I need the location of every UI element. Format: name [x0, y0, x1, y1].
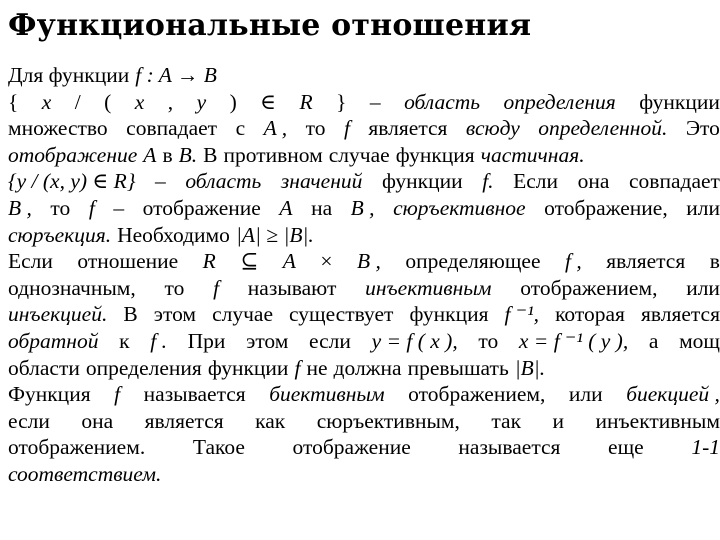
- italic-term: y = f ( x ),: [371, 328, 458, 353]
- text-word: называется: [458, 435, 561, 460]
- text-line: [8, 301, 720, 328]
- text-word: на: [311, 195, 333, 220]
- text-word: этом: [153, 302, 197, 327]
- text-word: –: [155, 169, 166, 194]
- text-line: [8, 408, 720, 435]
- text-word: является: [144, 408, 224, 433]
- text-line: [8, 381, 720, 408]
- text-line: [8, 275, 720, 302]
- text-word: области: [8, 355, 80, 380]
- italic-term: отображение: [8, 142, 138, 167]
- text-line: [8, 142, 720, 169]
- text-word: а: [648, 328, 659, 353]
- text-word: ⊆: [240, 249, 259, 274]
- text-word: случае: [328, 142, 390, 167]
- text-word: или: [568, 382, 603, 407]
- text-word: (: [104, 89, 112, 114]
- italic-term: инъективным: [365, 275, 492, 300]
- text-word: превышать: [407, 355, 509, 380]
- text-word: если: [309, 328, 351, 353]
- italic-term: x: [134, 89, 145, 114]
- text-word: в: [709, 249, 720, 274]
- italic-term: B ,: [8, 195, 32, 220]
- italic-term: биективным: [269, 382, 385, 407]
- text-word: является: [640, 302, 720, 327]
- text-word: с: [235, 116, 246, 141]
- text-word: отображением,: [408, 382, 546, 407]
- italic-term: |A| ≥ |B|.: [235, 222, 314, 247]
- text-line: [8, 222, 720, 249]
- text-line: [8, 195, 720, 222]
- italic-term: R: [299, 89, 313, 114]
- text-word: функции: [639, 89, 720, 114]
- text-word: Если: [8, 249, 53, 274]
- text-word: называется: [143, 382, 246, 407]
- text-word: или: [686, 275, 720, 300]
- italic-term: y: [196, 89, 207, 114]
- italic-term: область: [404, 89, 481, 114]
- text-line: [8, 355, 720, 382]
- text-word: совпадает: [126, 116, 218, 141]
- text-word: Необходимо: [117, 222, 230, 247]
- italic-term: инъекцией.: [8, 302, 108, 327]
- italic-term: определения: [503, 89, 616, 114]
- text-word: При: [187, 328, 226, 353]
- text-word: функция: [395, 142, 475, 167]
- text-word: функции: [381, 169, 463, 194]
- italic-term: f ⁻¹,: [504, 302, 540, 327]
- text-word: то: [305, 116, 326, 141]
- text-word: В: [203, 142, 218, 167]
- text-word: отображение: [142, 195, 261, 220]
- italic-term: обратной: [8, 328, 99, 353]
- text-word: определяющее: [405, 249, 541, 274]
- text-word: /: [74, 89, 81, 114]
- text-line: [8, 461, 720, 488]
- text-word: то: [478, 328, 499, 353]
- text-line: [8, 328, 720, 355]
- italic-term: сюръекция.: [8, 222, 112, 247]
- text-word: {: [8, 89, 19, 114]
- text-word: она: [81, 408, 114, 433]
- italic-term: f: [114, 382, 121, 407]
- text-line: [8, 89, 720, 116]
- text-line: [8, 168, 720, 195]
- italic-term: f ,: [564, 249, 582, 274]
- italic-term: f .: [150, 328, 167, 353]
- italic-term: A: [282, 249, 296, 274]
- italic-term: f: [213, 275, 220, 300]
- italic-term: {y / (x, y) ∈ R}: [8, 169, 136, 194]
- italic-term: A: [279, 195, 293, 220]
- italic-term: B ,: [357, 249, 381, 274]
- text-word: ∈: [260, 89, 277, 114]
- text-word: противном: [223, 142, 323, 167]
- text-word: однозначным,: [8, 275, 136, 300]
- text-word: то: [50, 195, 71, 220]
- text-word: функции: [207, 355, 289, 380]
- italic-term: область: [185, 169, 262, 194]
- italic-term: определенной.: [538, 116, 668, 141]
- text-word: функция: [409, 302, 489, 327]
- italic-term: A: [143, 142, 157, 167]
- text-word: В: [123, 302, 138, 327]
- italic-term: B ,: [350, 195, 375, 220]
- text-word: ): [229, 89, 237, 114]
- text-word: –: [113, 195, 125, 220]
- italic-term: B.: [178, 142, 198, 167]
- text-word: является: [368, 116, 448, 141]
- text-word: Если: [513, 169, 559, 194]
- text-word: не: [306, 355, 328, 380]
- italic-term: f: [343, 116, 350, 141]
- text-word: отображение: [292, 435, 411, 460]
- page-title: Функциональные отношения: [8, 8, 532, 43]
- italic-term: всюду: [465, 116, 520, 141]
- italic-term: R: [202, 249, 216, 274]
- text-word: совпадает: [629, 169, 720, 194]
- text-line: [8, 248, 720, 275]
- text-word: отображением.: [8, 435, 146, 460]
- text-word: мощ: [679, 328, 720, 353]
- text-word: то: [164, 275, 185, 300]
- italic-term: f.: [482, 169, 494, 194]
- italic-term: f: [88, 195, 95, 220]
- text-word: Это: [685, 116, 720, 141]
- text-word: Для функции: [8, 63, 130, 87]
- text-word: если: [8, 408, 50, 433]
- text-word: отображением,: [520, 275, 658, 300]
- italic-term: x = f ⁻¹ ( y ),: [518, 328, 629, 353]
- italic-term: 1-1: [691, 435, 720, 460]
- text-word: определения: [85, 355, 202, 380]
- text-line: [8, 62, 720, 89]
- text-word: или: [686, 195, 720, 220]
- italic-term: значений: [280, 169, 363, 194]
- text-word: этом: [246, 328, 289, 353]
- text-word: ×: [320, 249, 333, 274]
- text-word: существует: [289, 302, 394, 327]
- text-line: [8, 115, 720, 142]
- text-word: называют: [247, 275, 337, 300]
- text-word: как: [255, 408, 286, 433]
- document-body: [8, 62, 720, 488]
- text-word: Такое: [192, 435, 245, 460]
- text-word: }: [336, 89, 347, 114]
- italic-term: |B|.: [514, 355, 546, 380]
- italic-term: x: [41, 89, 52, 114]
- italic-term: биекцией ,: [626, 382, 720, 407]
- text-word: отношение: [77, 249, 179, 274]
- text-word: которая: [555, 302, 625, 327]
- italic-term: f: [294, 355, 301, 380]
- text-word: так: [491, 408, 522, 433]
- text-line: [8, 434, 720, 461]
- text-word: инъективным: [595, 408, 720, 433]
- text-word: случае: [212, 302, 273, 327]
- text-word: множество: [8, 116, 108, 141]
- text-word: в: [162, 142, 173, 167]
- text-word: она: [577, 169, 610, 194]
- italic-term: частичная.: [480, 142, 585, 167]
- text-word: отображение,: [544, 195, 668, 220]
- text-word: ,: [167, 89, 174, 114]
- italic-term: A ,: [263, 116, 288, 141]
- text-word: еще: [608, 435, 644, 460]
- text-word: Функция: [8, 382, 91, 407]
- text-word: и: [552, 408, 565, 433]
- text-word: к: [119, 328, 130, 353]
- text-word: является: [606, 249, 686, 274]
- italic-term: соответствием.: [8, 461, 162, 486]
- text-word: сюръективным,: [316, 408, 460, 433]
- text-word: –: [369, 89, 381, 114]
- italic-term: сюръективное: [393, 195, 526, 220]
- text-word: должна: [333, 355, 402, 380]
- italic-term: f : A → B: [135, 63, 217, 87]
